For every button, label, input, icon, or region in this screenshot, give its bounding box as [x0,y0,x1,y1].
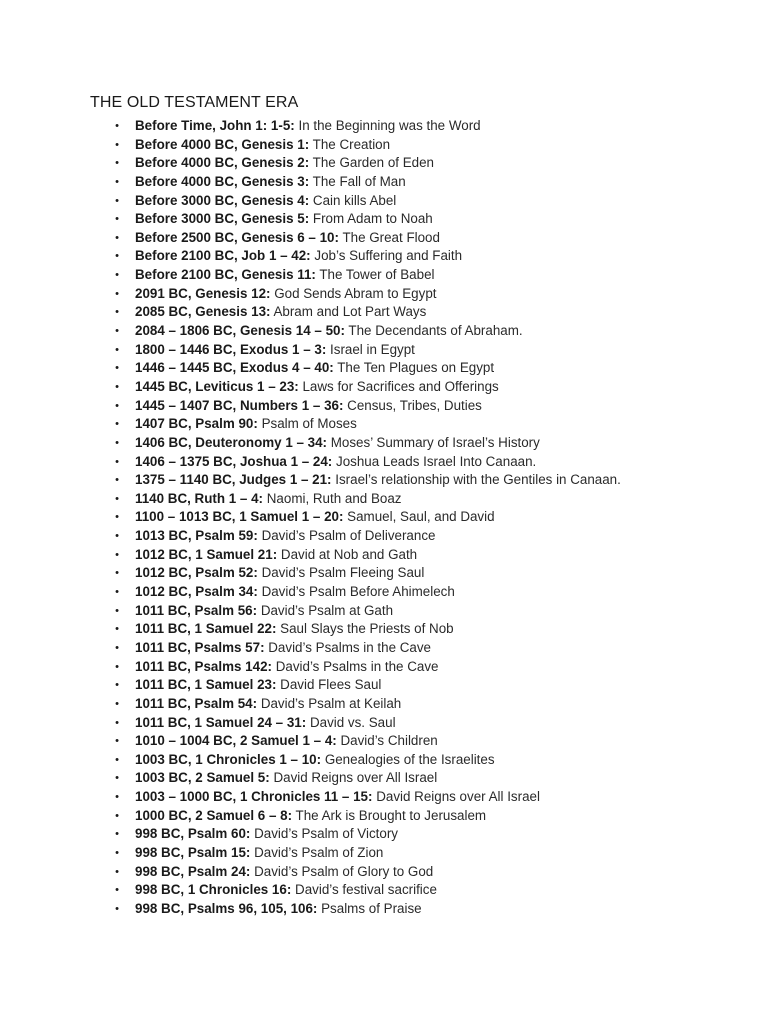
entry-description: David’s Psalms in the Cave [275,658,439,674]
bullet-icon: • [115,884,119,897]
entry-reference: 1012 BC, Psalm 52: [135,565,258,581]
entry-description: In the Beginning was the Word [298,118,481,133]
bullet-icon: • [115,716,119,729]
list-item [0,359,768,378]
list-item [0,620,768,639]
entry-description: Laws for Sacrifices and Offerings [302,378,499,394]
list-item [0,453,768,472]
list-item [0,583,768,602]
entry-reference: 1140 BC, Ruth 1 – 4: [135,490,264,506]
entry-description: The Ark is Brought to Jerusalem [295,807,487,823]
entry-description: Psalms of Praise [321,900,422,916]
list-item [0,751,768,770]
bullet-icon: • [115,474,119,487]
entry-description: David’s Psalm Before Ahimelech [261,584,455,600]
list-item [0,769,768,788]
list-item [0,676,768,695]
list-item [0,285,768,304]
entry-description: Joshua Leads Israel Into Canaan. [336,453,537,469]
list-item [0,695,768,714]
list-item [0,807,768,826]
entry-reference: 1446 – 1445 BC, Exodus 4 – 40: [135,360,334,376]
entry-reference: 2085 BC, Genesis 13: [135,304,271,320]
list-item [0,732,768,751]
bullet-icon: • [115,120,119,132]
bullet-icon: • [115,380,119,393]
bullet-icon: • [115,287,119,300]
bullet-icon: • [115,828,119,841]
entry-description: David vs. Saul [309,714,396,730]
list-item [0,322,768,341]
list-item [0,434,768,453]
entry-reference: 1100 – 1013 BC, 1 Samuel 1 – 20: [135,509,344,525]
entry-reference: Before Time, John 1: 1-5: [135,118,295,133]
list-item [0,247,768,266]
entry-reference: 1407 BC, Psalm 90: [135,416,258,432]
entry-reference: 1012 BC, Psalm 34: [135,584,258,600]
entry-description: David’s Psalm of Zion [254,844,384,860]
entry-description: The Ten Plagues on Egypt [337,360,495,376]
bullet-icon: • [115,548,119,561]
bullet-icon: • [115,250,119,263]
entry-reference: 1800 – 1446 BC, Exodus 1 – 3: [135,341,327,357]
entry-reference: 1445 – 1407 BC, Numbers 1 – 36: [135,397,344,413]
bullet-icon: • [115,753,119,766]
list-item [0,508,768,527]
list-item [0,117,768,136]
list-item [0,863,768,882]
entry-description: Job’s Suffering and Faith [314,248,463,264]
entry-reference: Before 4000 BC, Genesis 2: [135,155,310,171]
bullet-icon: • [115,269,119,282]
bullet-icon: • [115,623,119,636]
bullet-icon: • [115,175,119,188]
bullet-icon: • [115,455,119,468]
entry-reference: 1000 BC, 2 Samuel 6 – 8: [135,807,293,823]
entry-description: David’s Psalm of Glory to God [254,863,434,879]
entry-description: David’s Children [340,733,438,749]
entry-description: Abram and Lot Part Ways [273,304,427,320]
bullet-icon: • [115,157,119,170]
bullet-icon: • [115,511,119,524]
list-item [0,303,768,322]
entry-description: Moses’ Summary of Israel’s History [330,434,540,450]
list-item [0,714,768,733]
entry-reference: 2091 BC, Genesis 12: [135,285,271,301]
entry-description: David’s Psalm of Victory [254,826,398,842]
entry-reference: Before 3000 BC, Genesis 4: [135,192,310,208]
entry-description: David’s Psalm at Gath [260,602,394,618]
entry-description: The Fall of Man [312,173,406,189]
list-item [0,471,768,490]
entry-reference: 1010 – 1004 BC, 2 Samuel 1 – 4: [135,733,337,749]
entry-description: The Decendants of Abraham. [348,323,523,339]
entry-reference: 998 BC, Psalm 15: [135,844,251,860]
list-item [0,658,768,677]
entry-description: Cain kills Abel [312,192,397,208]
entry-description: The Great Flood [342,229,440,245]
bullet-icon: • [115,399,119,412]
bullet-icon: • [115,362,119,375]
bullet-icon: • [115,809,119,822]
entry-reference: Before 2100 BC, Job 1 – 42: [135,248,311,264]
entry-reference: Before 2100 BC, Genesis 11: [135,267,316,283]
entry-description: Israel in Egypt [330,341,415,357]
bullet-icon: • [115,231,119,244]
entry-description: David Reigns over All Israel [273,770,438,786]
list-item [0,788,768,807]
entry-description: Genealogies of the Israelites [324,751,495,767]
bullet-icon: • [115,138,119,151]
bullet-icon: • [115,325,119,338]
entry-description: Psalm of Moses [261,416,357,432]
entry-reference: Before 4000 BC, Genesis 3: [135,173,310,189]
entry-reference: 1011 BC, Psalms 57: [135,639,265,655]
entry-reference: 1011 BC, 1 Samuel 24 – 31: [135,714,307,730]
entry-reference: 1011 BC, 1 Samuel 22: [135,621,277,637]
bullet-icon: • [115,306,119,319]
bullet-icon: • [115,660,119,673]
entry-description: Samuel, Saul, and David [347,509,495,525]
list-item [0,527,768,546]
list-item [0,341,768,360]
list-item [0,639,768,658]
list-item [0,154,768,173]
list-item [0,173,768,192]
page-title: THE OLD TESTAMENT ERA [90,94,299,111]
bullet-icon: • [115,846,119,859]
bullet-icon: • [115,902,119,915]
entry-description: Naomi, Ruth and Boaz [266,490,402,506]
bullet-icon: • [115,213,119,226]
bullet-icon: • [115,586,119,599]
list-item [0,602,768,621]
list-item [0,229,768,248]
bullet-icon: • [115,194,119,207]
bullet-icon: • [115,418,119,431]
entry-reference: 1406 – 1375 BC, Joshua 1 – 24: [135,453,333,469]
list-item [0,136,768,155]
bullet-icon: • [115,492,119,505]
entry-description: From Adam to Noah [312,211,433,227]
bullet-icon: • [115,772,119,785]
entry-description: David’s Psalms in the Cave [268,639,432,655]
entry-description: David’s Psalm of Deliverance [261,528,436,544]
list-item [0,490,768,509]
list-item [0,378,768,397]
entry-description: Israel’s relationship with the Gentiles in Canaan. [335,472,621,488]
list-item [0,397,768,416]
entry-reference: 1011 BC, Psalms 142: [135,658,272,674]
entry-description: Saul Slays the Priests of Nob [280,621,454,637]
entry-description: Census, Tribes, Duties [347,397,482,413]
entry-reference: 1011 BC, 1 Samuel 23: [135,677,277,693]
entry-description: The Tower of Babel [319,267,435,283]
entry-reference: Before 2500 BC, Genesis 6 – 10: [135,229,339,245]
entry-reference: Before 4000 BC, Genesis 1: [135,136,310,152]
entry-description: The Garden of Eden [312,155,434,171]
entry-reference: 1003 BC, 1 Chronicles 1 – 10: [135,751,322,767]
list-item [0,825,768,844]
bullet-icon: • [115,641,119,654]
bullet-icon: • [115,343,119,356]
bullet-icon: • [115,865,119,878]
entry-reference: 1013 BC, Psalm 59: [135,528,258,544]
list-item [0,546,768,565]
entry-reference: 1003 – 1000 BC, 1 Chronicles 11 – 15: [135,789,373,805]
list-item [0,844,768,863]
list-item [0,881,768,900]
bullet-icon: • [115,791,119,804]
entry-description: David Flees Saul [280,677,382,693]
bullet-icon: • [115,567,119,580]
entry-reference: 1011 BC, Psalm 56: [135,602,258,618]
bullet-icon: • [115,679,119,692]
list-item [0,564,768,583]
entry-reference: 1375 – 1140 BC, Judges 1 – 21: [135,472,332,488]
entry-description: David at Nob and Gath [280,546,418,562]
bullet-icon: • [115,530,119,543]
entry-reference: 998 BC, Psalm 60: [135,826,251,842]
entry-description: God Sends Abram to Egypt [274,285,437,301]
entry-description: David’s Psalm Fleeing Saul [261,565,425,581]
list-item [0,192,768,211]
bullet-icon: • [115,436,119,449]
entry-description: The Creation [312,136,391,152]
list-item [0,266,768,285]
list-item [0,900,768,919]
entry-reference: 998 BC, Psalm 24: [135,863,251,879]
bullet-icon: • [115,604,119,617]
entry-description: David’s festival sacrifice [295,882,437,898]
entry-reference: 2084 – 1806 BC, Genesis 14 – 50: [135,323,345,339]
entry-reference: 1406 BC, Deuteronomy 1 – 34: [135,434,328,450]
bullet-icon: • [115,697,119,710]
entry-description: David’s Psalm at Keilah [260,695,402,711]
entry-reference: 1003 BC, 2 Samuel 5: [135,770,270,786]
entry-reference: 998 BC, 1 Chronicles 16: [135,882,292,898]
list-item [0,415,768,434]
entry-reference: 1445 BC, Leviticus 1 – 23: [135,378,299,394]
entry-reference: 1011 BC, Psalm 54: [135,695,258,711]
entry-reference: 1012 BC, 1 Samuel 21: [135,546,278,562]
timeline-list [0,117,768,919]
bullet-icon: • [115,735,119,748]
entry-description: David Reigns over All Israel [376,789,540,805]
entry-reference: 998 BC, Psalms 96, 105, 106: [135,900,318,916]
list-item [0,210,768,229]
entry-reference: Before 3000 BC, Genesis 5: [135,211,310,227]
